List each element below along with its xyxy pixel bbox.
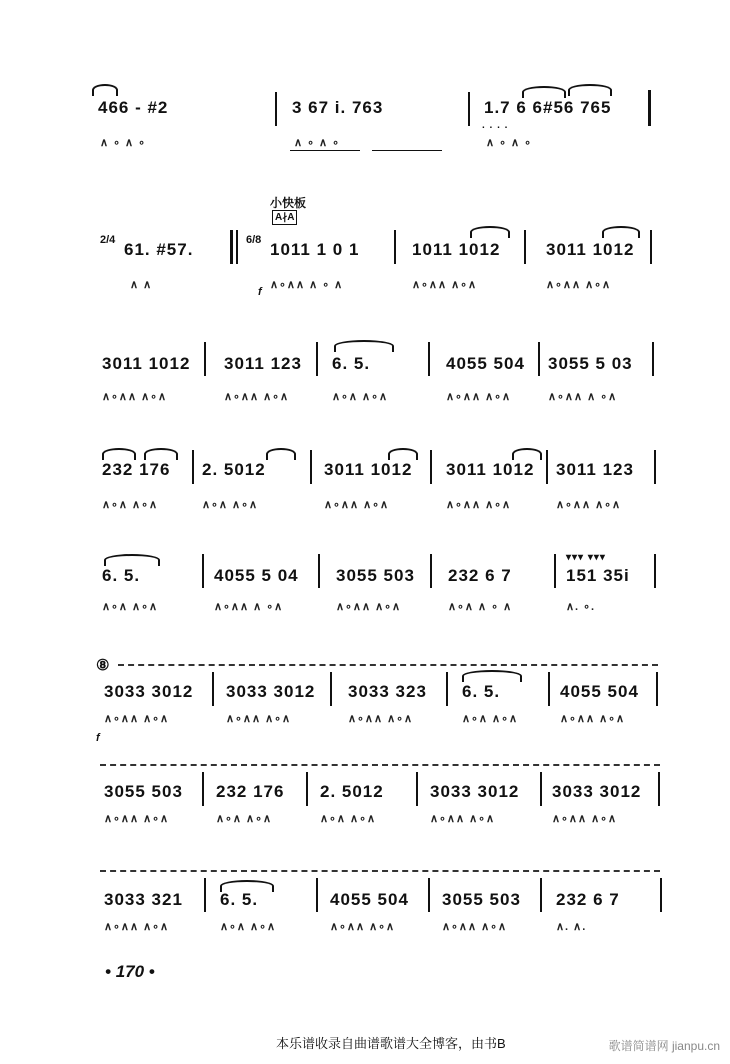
- measure-notes: 3011 1012: [546, 240, 635, 259]
- slur: [334, 340, 394, 352]
- barline: [202, 554, 204, 588]
- measure-notes: 3033 3012: [226, 682, 316, 701]
- articulation-marks: ∧∘∧ ∧∘∧: [332, 391, 389, 403]
- measure-notes: 3055 503: [442, 890, 521, 909]
- slur: [266, 448, 296, 460]
- measure-notes: 2. 5012: [202, 460, 266, 479]
- articulation-marks: ∧∘∧∧ ∧∘∧: [560, 713, 626, 725]
- articulation-marks: ∧∘∧∧ ∧∘∧: [336, 601, 402, 613]
- measure-notes: 232 6 7: [556, 890, 620, 909]
- score-system-3: [0, 338, 730, 448]
- measure-notes: 1011 1 0 1: [270, 240, 360, 259]
- double-barline: [236, 230, 238, 264]
- barline: [648, 90, 651, 126]
- slur: [462, 670, 522, 682]
- double-barline: [230, 230, 233, 264]
- measure-notes: 4055 5 04: [214, 566, 299, 585]
- measure-notes: 232 6 7: [448, 566, 512, 585]
- measure-notes: 3011 1012: [324, 460, 413, 479]
- dashed-line: [100, 870, 660, 872]
- articulation-marks: ∧∘∧∧ ∧∘∧: [224, 391, 290, 403]
- measure-notes: 4055 504: [330, 890, 409, 909]
- articulation-marks: ∧ ∘ ∧ ∘: [486, 137, 533, 149]
- articulation-marks: ∧∘∧∧ ∧∘∧: [442, 921, 508, 933]
- articulation-marks: ∧∘∧∧ ∧∘∧: [102, 391, 168, 403]
- articulation-marks: ∧ ∘ ∧ ∘: [294, 137, 341, 149]
- measure-notes: 232 176: [216, 782, 285, 801]
- measure-notes: 3033 3012: [552, 782, 642, 801]
- articulation-marks: ∧∘∧ ∧∘∧: [102, 499, 159, 511]
- dynamic-mark: f: [96, 732, 100, 744]
- slur: [522, 86, 566, 98]
- articulation-marks: ∧∘∧∧ ∧ ∘ ∧: [270, 279, 344, 291]
- barline: [428, 878, 430, 912]
- dashed-line: [118, 664, 658, 666]
- articulation-marks: ∧ ∧: [130, 279, 153, 291]
- measure-notes: 3055 503: [104, 782, 183, 801]
- page-number: • 170 •: [105, 962, 155, 981]
- articulation-marks: ∧∘∧∧ ∧∘∧: [446, 499, 512, 511]
- barline: [430, 450, 432, 484]
- barline: [650, 230, 652, 264]
- slur: [104, 554, 160, 566]
- barline: [524, 230, 526, 264]
- measure-notes: 3033 3012: [104, 682, 194, 701]
- slur: [512, 448, 542, 460]
- barline: [430, 554, 432, 588]
- articulation-marks: ∧ ∘ ∧ ∘: [100, 137, 147, 149]
- barline: [554, 554, 556, 588]
- articulation-marks: ∧∘∧∧ ∧∘∧: [430, 813, 496, 825]
- score-system-2: [0, 222, 730, 332]
- barline: [204, 342, 206, 376]
- slur: [92, 84, 118, 96]
- articulation-marks: ∧. ∧.: [556, 921, 587, 933]
- articulation-marks: ∧∘∧∧ ∧∘∧: [226, 713, 292, 725]
- measure-notes: 466 - #2: [98, 98, 169, 117]
- articulation-marks: ∧∘∧ ∧ ∘ ∧: [448, 601, 513, 613]
- articulation-marks: ∧. ∘.: [566, 601, 596, 613]
- measure-notes: 232 176: [102, 460, 171, 479]
- barline: [446, 672, 448, 706]
- barline: [316, 342, 318, 376]
- slur: [602, 226, 640, 238]
- barline: [658, 772, 660, 806]
- articulation-marks: ∧∘∧∧ ∧ ∘∧: [214, 601, 284, 613]
- articulation-marks: ∧∘∧ ∧∘∧: [462, 713, 519, 725]
- barline: [310, 450, 312, 484]
- measure-notes: 1.7 6 6#56 765: [484, 98, 612, 117]
- score-system-5: [0, 552, 730, 662]
- footer-text: 本乐谱收录自曲谱歌谱大全博客，由书B: [276, 1036, 506, 1051]
- barline: [654, 554, 656, 588]
- dynamic-mark: f: [258, 286, 262, 298]
- crescendo-line: [372, 150, 442, 151]
- barline: [468, 92, 470, 126]
- articulation-marks: ∧∘∧∧ ∧∘∧: [348, 713, 414, 725]
- measure-notes: 6. 5.: [462, 682, 501, 701]
- measure-notes: 1011 1012: [412, 240, 501, 259]
- articulation-marks: ∧∘∧∧ ∧∘∧: [104, 713, 170, 725]
- measure-notes: 151 35i: [566, 566, 630, 585]
- measure-notes: 3033 3012: [430, 782, 520, 801]
- articulation-marks: ∧∘∧∧ ∧∘∧: [330, 921, 396, 933]
- accent-marks: ▾▾▾ ▾▾▾: [566, 552, 606, 563]
- barline: [330, 672, 332, 706]
- time-signature: 6/8: [246, 234, 262, 246]
- barline: [538, 342, 540, 376]
- articulation-marks: ∧∘∧∧ ∧∘∧: [556, 499, 622, 511]
- octave-dots: . . . .: [482, 120, 509, 131]
- measure-notes: 6. 5.: [332, 354, 371, 373]
- barline: [204, 878, 206, 912]
- slur: [388, 448, 418, 460]
- watermark: 歌谱简谱网 jianpu.cn: [608, 1039, 720, 1053]
- barline: [316, 878, 318, 912]
- measure-notes: 3 67 i. 763: [292, 98, 384, 117]
- slur: [144, 448, 178, 460]
- barline: [656, 672, 658, 706]
- articulation-marks: ∧∘∧∧ ∧∘∧: [412, 279, 478, 291]
- page-number-value: 170: [115, 962, 145, 981]
- articulation-marks: ∧∘∧∧ ∧∘∧: [324, 499, 390, 511]
- articulation-marks: ∧∘∧∧ ∧∘∧: [104, 813, 170, 825]
- measure-notes: 4055 504: [560, 682, 639, 701]
- score-system-1: [0, 80, 730, 190]
- barline: [548, 672, 550, 706]
- tempo-label: 小快板: [270, 196, 307, 210]
- measure-notes: 3055 503: [336, 566, 415, 585]
- time-signature: 2/4: [100, 234, 116, 246]
- measure-notes: 61. #57.: [124, 240, 194, 259]
- articulation-marks: ∧∘∧ ∧∘∧: [202, 499, 259, 511]
- slur: [470, 226, 510, 238]
- articulation-marks: ∧∘∧∧ ∧∘∧: [552, 813, 618, 825]
- measure-notes: 3011 1012: [446, 460, 535, 479]
- barline: [540, 772, 542, 806]
- tempo-box: A∤A: [272, 210, 297, 225]
- articulation-marks: ∧∘∧∧ ∧ ∘∧: [548, 391, 618, 403]
- measure-notes: 3011 123: [224, 354, 302, 373]
- articulation-marks: ∧∘∧ ∧∘∧: [320, 813, 377, 825]
- measure-notes: 6. 5.: [220, 890, 259, 909]
- measure-notes: 3033 321: [104, 890, 183, 909]
- barline: [540, 878, 542, 912]
- barline: [318, 554, 320, 588]
- articulation-marks: ∧∘∧ ∧∘∧: [216, 813, 273, 825]
- measure-notes: 3011 123: [556, 460, 634, 479]
- measure-notes: 3011 1012: [102, 354, 191, 373]
- crescendo-line: [290, 150, 360, 151]
- barline: [428, 342, 430, 376]
- score-system-7: [0, 770, 730, 880]
- score-system-6: [0, 668, 730, 778]
- measure-notes: 2. 5012: [320, 782, 384, 801]
- articulation-marks: ∧∘∧ ∧∘∧: [102, 601, 159, 613]
- measure-notes: 3033 323: [348, 682, 427, 701]
- barline: [652, 342, 654, 376]
- articulation-marks: ∧∘∧∧ ∧∘∧: [104, 921, 170, 933]
- articulation-marks: ∧∘∧∧ ∧∘∧: [546, 279, 612, 291]
- barline: [202, 772, 204, 806]
- barline: [275, 92, 277, 126]
- barline: [654, 450, 656, 484]
- measure-notes: 6. 5.: [102, 566, 141, 585]
- slur: [568, 84, 612, 96]
- barline: [306, 772, 308, 806]
- barline: [546, 450, 548, 484]
- dashed-line: [100, 764, 660, 766]
- articulation-marks: ∧∘∧∧ ∧∘∧: [446, 391, 512, 403]
- section-marker: ⑧: [96, 657, 110, 674]
- articulation-marks: ∧∘∧ ∧∘∧: [220, 921, 277, 933]
- measure-notes: 4055 504: [446, 354, 525, 373]
- measure-notes: 3055 5 03: [548, 354, 633, 373]
- barline: [192, 450, 194, 484]
- slur: [102, 448, 136, 460]
- barline: [394, 230, 396, 264]
- barline: [660, 878, 662, 912]
- barline: [416, 772, 418, 806]
- barline: [212, 672, 214, 706]
- score-system-4: [0, 446, 730, 556]
